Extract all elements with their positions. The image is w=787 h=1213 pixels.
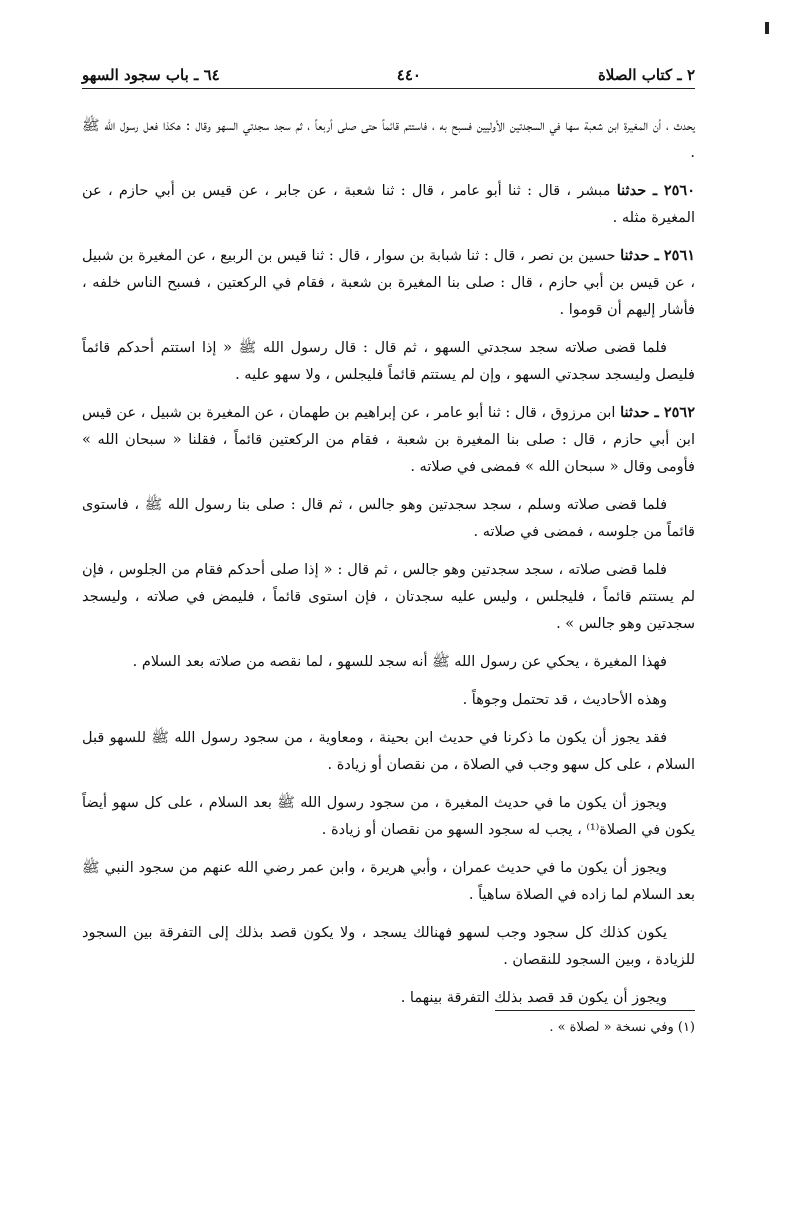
footnote-rule [495, 1010, 695, 1011]
footnote: (١) وفي نسخة « لصلاة » . [549, 1020, 695, 1035]
paragraph: وهذه الأحاديث ، قد تحتمل وجوهاً . [462, 692, 667, 708]
scan-mark [765, 22, 769, 34]
running-header [82, 62, 695, 88]
paragraph: فهذا المغيرة ، يحكي عن رسول الله ﷺ أنه سجد للسهو ، لما نقصه من صلاته بعد السلام . [132, 654, 667, 670]
paragraph: ويجوز أن يكون ما في حديث عمران ، وأبي هريرة ، وابن عمر رضي الله عنهم من سجود النبي ﷺ بعد السلام لما زاده في الصلاة ساهياً . [82, 860, 695, 903]
paragraph: يكون كذلك كل سجود وجب لسهو فهنالك يسجد ، ولا يكون قصد بذلك إلى التفرقة بين السجود للزيادة ، وبين السجود للنقصان . [82, 925, 695, 968]
book-title: ٢ ـ كتاب الصلاة [597, 66, 695, 84]
paragraph: فلما قضى صلاته سجد سجدتي السهو ، ثم قال : قال رسول الله ﷺ « إذا استتم أحدكم قائماً فليصل وليسجد سجدتي السهو ، وإن لم يستتم قائماً فليجلس ، ولا سهو عليه . [82, 340, 695, 383]
hadith-2561: ٢٥٦١ ـ حدثنا حسين بن نصر ، قال : ثنا شبابة بن سوار ، قال : ثنا قيس بن الربيع ، عن المغيرة بن شبيل ، عن قيس بن أبي حازم ، قال : صلى بنا المغيرة بن شعبة ، فقام في الركعتين ، فسبح الناس خلفه ، فأشار إليهم أن قوموا . [82, 247, 696, 318]
hadith-2560: ٢٥٦٠ ـ حدثنا مبشر ، قال : ثنا أبو عامر ، قال : ثنا شعبة ، عن جابر ، عن قيس بن أبي حازم ، عن المغيرة مثله . [82, 182, 696, 226]
header-rule [82, 88, 695, 89]
page-number: ٤٤٠ [396, 66, 421, 84]
paragraph: فقد يجوز أن يكون ما ذكرنا في حديث ابن بحينة ، ومعاوية ، من سجود رسول الله ﷺ للسهو قبل السلام ، على كل سهو وجب في الصلاة ، من نقصان أو زيادة . [82, 730, 695, 773]
paragraph: فلما قضى صلاته وسلم ، سجد سجدتين وهو جالس ، ثم قال : صلى بنا رسول الله ﷺ ، فاستوى قائماً من جلوسه ، فمضى في صلاته . [82, 497, 695, 540]
paragraph: ويجوز أن يكون قد قصد بذلك التفرقة بينهما . [400, 990, 667, 1006]
chapter-title: ٦٤ ـ باب سجود السهو [82, 66, 220, 84]
paragraph: فلما قضى صلاته ، سجد سجدتين وهو جالس ، ثم قال : « إذا صلى أحدكم فقام من الجلوس ، فإن لم يستتم قائماً ، فليجلس ، وليس عليه سجدتان ، فإن استوى قائماً ، فليمض في صلاته ، وليسجد سجدتين وهو جالس » . [82, 562, 695, 632]
paragraph: يحدث ، أن المغيرة ابن شعبة سها في السجدتين الأوليين فسبح به ، فاستتم قائماً حتى صلى أربعاً ، ثم سجد سجدتي السهو وقال : هكذا فعل رسول الله ﷺ . [82, 118, 696, 161]
body-text [82, 112, 695, 1022]
hadith-2562: ٢٥٦٢ ـ حدثنا ابن مرزوق ، قال : ثنا أبو عامر ، عن إبراهيم بن طهمان ، عن المغيرة بن شبيل ، عن قيس ابن أبي حازم ، قال : صلى بنا المغيرة بن شعبة ، فقام من الركعتين قائماً ، فقلنا « سبحان الله » فأومى وقال « سبحان الله » فمضى في صلاته . [82, 404, 695, 475]
paragraph: ويجوز أن يكون ما في حديث المغيرة ، من سجود رسول الله ﷺ بعد السلام ، على كل سهو أيضاً يكون في الصلاة⁽¹⁾ ، يجب له سجود السهو من نقصان أو زيادة . [82, 795, 695, 838]
